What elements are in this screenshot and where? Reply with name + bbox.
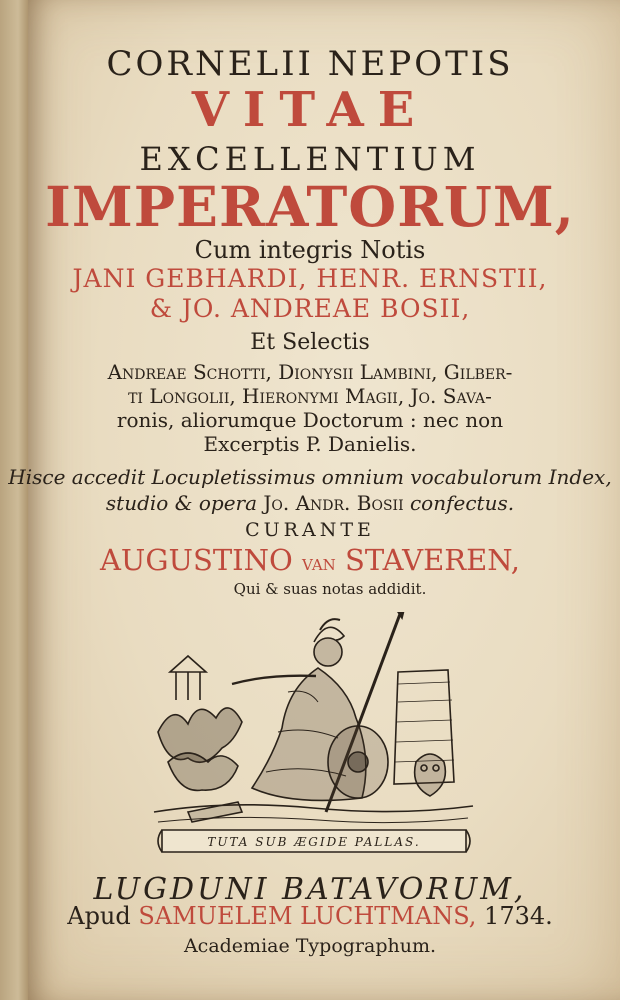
imprint-printer-line [0,902,620,930]
commentators-line-2: & JO. ANDREAE BOSII, [149,294,471,323]
imprint-city: LUGDUNI BATAVORUM, [93,872,527,907]
editor-particle: van [302,551,336,576]
selectis-line: Et Selectis [250,330,370,355]
title-imperatorum: IMPERATORUM, [45,174,575,239]
imprint-year: 1734. [476,902,553,930]
bosius-line [0,491,620,515]
imprint-apud: Apud [67,902,139,930]
imprint-role: Academiae Typographum. [183,935,437,957]
bosius-name: Jo. Andr. Bosii [263,491,404,515]
title-excellentium: EXCELLENTIUM [139,140,481,178]
selected-names-line-1: Andreae Schotti, Dionysii Lambini, Gilber- [107,360,513,384]
vignette-motto: TUTA SUB ÆGIDE PALLAS. [207,835,421,849]
bosius-line-part-a: studio & opera [105,491,264,515]
selected-names-line-3: ronis, aliorumque Doctorum : nec non [116,408,504,432]
notes-intro: Cum integris Notis [194,236,426,264]
commentators-line-1: JANI GEBHARDI, HENR. ERNSTII, [72,264,548,293]
curante-label: CURANTE [245,519,375,541]
editor-name-line [0,543,620,577]
author-line: CORNELII NEPOTIS [106,44,514,84]
editor-last-name: STAVEREN, [335,543,520,577]
editor-first-name: AUGUSTINO [99,543,303,577]
bosius-line-part-c: confectus. [403,491,515,515]
imprint-printer: SAMUELEM LUCHTMANS, [138,902,477,930]
selected-names-line-2: ti Longolii, Hieronymi Magii, Jo. Sava- [128,384,492,408]
index-line: Hisce accedit Locupletissimus omnium vocabulorum Index, [8,465,612,489]
pallas-vignette [148,612,478,862]
editor-note: Qui & suas notas addidit. [233,580,427,598]
title-vitae: VITAE [191,82,429,138]
excerpts-line: Excerptis P. Danielis. [203,432,417,456]
